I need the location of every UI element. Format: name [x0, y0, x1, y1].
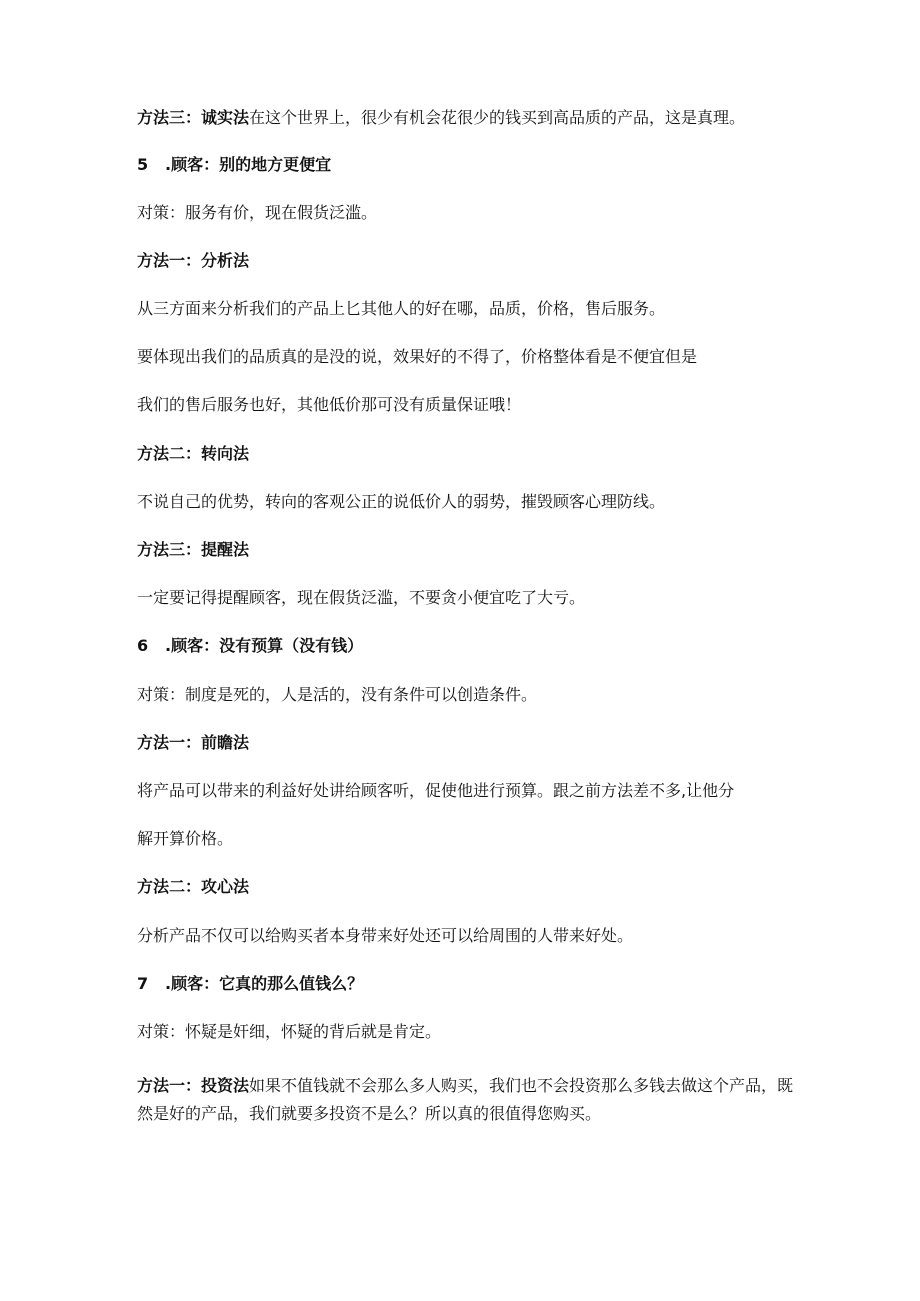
method-label: 方法三：提醒法 — [137, 540, 250, 559]
paragraph: 不说自己的优势，转向的客观公正的说低价人的弱势，摧毁顾客心理防线。 — [137, 492, 666, 511]
paragraph: 一定要记得提醒顾客，现在假货泛滥，不要贪小便宜吃了大亏。 — [137, 588, 586, 607]
section-title: .顾客：没有预算（没有钱） — [165, 636, 364, 655]
section-number: 5 — [137, 155, 149, 174]
paragraph: 对策：怀疑是奸细，怀疑的背后就是肯定。 — [137, 1022, 442, 1041]
paragraph: 解开算价格。 — [137, 829, 234, 848]
method-3-honest — [137, 108, 797, 128]
paragraph: 对策：制度是死的，人是活的，没有条件可以创造条件。 — [137, 685, 538, 704]
method-label: 方法一：投资法 — [137, 1076, 250, 1095]
section-title: .顾客：它真的那么值钱么？ — [165, 974, 364, 993]
section-title: .顾客：别的地方更便宜 — [165, 155, 332, 174]
paragraph: 我们的售后服务也好，其他低价那可没有质量保证哦！ — [137, 395, 522, 414]
method-text: 如果不值钱就不会那么多人购买，我们也不会投资那么多钱去做这个产品，既然是好的产品，我们就要多投资不是么？所以真的很值得您购买。 — [137, 1076, 794, 1123]
method-label: 方法二：转向法 — [137, 444, 250, 463]
section-heading-6 — [137, 636, 797, 656]
section-number: 7 — [137, 974, 149, 993]
paragraph: 从三方面来分析我们的产品上匕其他人的好在哪，品质，价格，售后服务。 — [137, 299, 666, 318]
paragraph: 分析产品不仅可以给购买者本身带来好处还可以给周围的人带来好处。 — [137, 926, 634, 945]
paragraph: 要体现出我们的品质真的是没的说，效果好的不得了，价格整体看是不便宜但是 — [137, 347, 698, 366]
method-label: 方法一：前瞻法 — [137, 733, 250, 752]
method-label: 方法三：诚实法 — [137, 108, 250, 127]
method-label: 方法一：分析法 — [137, 251, 250, 270]
paragraph: 将产品可以带来的利益好处讲给顾客听，促使他进行预算。跟之前方法差不多,让他分 — [137, 781, 735, 800]
section-heading-7 — [137, 974, 797, 994]
section-number: 6 — [137, 636, 149, 655]
method-1-investment — [137, 1072, 797, 1128]
method-text: 在这个世界上，很少有机会花很少的钱买到高品质的产品，这是真理。 — [249, 108, 746, 127]
section-heading-5 — [137, 155, 797, 175]
method-label: 方法二：攻心法 — [137, 877, 250, 896]
paragraph: 对策：服务有价，现在假货泛滥。 — [137, 203, 378, 222]
